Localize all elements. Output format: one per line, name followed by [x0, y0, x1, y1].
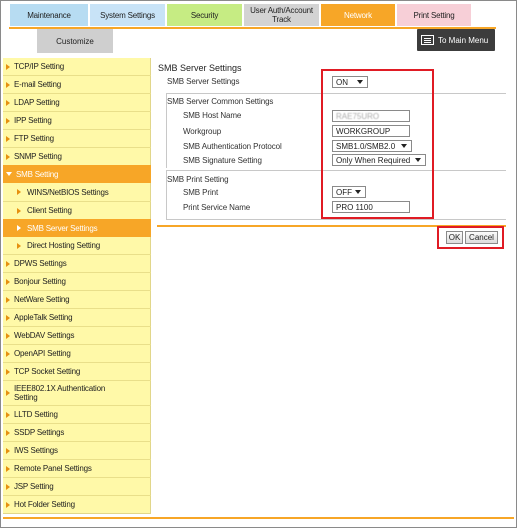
arrow-right-icon	[6, 369, 10, 375]
sidebar-item-webdav[interactable]: WebDAV Settings	[3, 327, 151, 344]
sidebar-item-lltd[interactable]: LLTD Setting	[3, 406, 151, 423]
sidebar-item-netware[interactable]: NetWare Setting	[3, 291, 151, 308]
page-bottom-line	[3, 517, 514, 519]
arrow-right-icon	[6, 82, 10, 88]
sidebar-item-direct-hosting[interactable]: Direct Hosting Setting	[3, 237, 151, 254]
cancel-button[interactable]: Cancel	[465, 231, 498, 244]
arrow-right-icon	[6, 502, 10, 508]
arrow-right-icon	[6, 261, 10, 267]
print-service-name-field[interactable]: PRO 1100	[332, 201, 410, 213]
sidebar-item-ftp[interactable]: FTP Setting	[3, 130, 151, 147]
sidebar-item-email[interactable]: E-mail Setting	[3, 76, 151, 93]
sidebar-item-snmp[interactable]: SNMP Setting	[3, 148, 151, 165]
arrow-right-icon	[6, 448, 10, 454]
arrow-right-icon	[17, 189, 21, 195]
arrow-right-icon	[6, 412, 10, 418]
auth-protocol-select[interactable]: SMB1.0/SMB2.0	[332, 140, 412, 152]
tab-maintenance[interactable]: Maintenance	[9, 3, 89, 27]
tab-network[interactable]: Network	[320, 3, 396, 27]
arrow-right-icon	[6, 315, 10, 321]
arrow-right-icon	[6, 154, 10, 160]
smb-print-label: SMB Print	[183, 188, 219, 197]
page-title: SMB Server Settings	[158, 63, 242, 73]
print-service-name-label: Print Service Name	[183, 203, 251, 212]
auth-protocol-label: SMB Authentication Protocol	[183, 142, 282, 151]
tab-user-auth-account-track[interactable]: User Auth/Account Track	[243, 3, 320, 27]
arrow-right-icon	[17, 243, 21, 249]
sidebar-item-ieee8021x[interactable]: IEEE802.1X Authentication Setting	[3, 381, 151, 405]
arrow-right-icon	[6, 279, 10, 285]
smb-server-settings-label: SMB Server Settings	[167, 77, 240, 86]
tab-print-setting[interactable]: Print Setting	[396, 3, 472, 27]
sidebar-item-smb-server-settings[interactable]: SMB Server Settings	[3, 219, 151, 237]
divider	[166, 219, 506, 220]
sidebar-item-dpws[interactable]: DPWS Settings	[3, 255, 151, 272]
tab-system-settings[interactable]: System Settings	[89, 3, 166, 27]
sidebar-item-tcp-ip[interactable]: TCP/IP Setting	[3, 58, 151, 75]
signature-setting-select[interactable]: Only When Required	[332, 154, 426, 166]
tab-security[interactable]: Security	[166, 3, 243, 27]
arrow-right-icon	[17, 208, 21, 214]
sidebar-item-ipp[interactable]: IPP Setting	[3, 112, 151, 129]
to-main-menu-label: To Main Menu	[438, 35, 489, 45]
host-name-label: SMB Host Name	[183, 111, 242, 120]
customize-button[interactable]: Customize	[37, 29, 113, 53]
arrow-right-icon	[6, 466, 10, 472]
sidebar-item-remote-panel[interactable]: Remote Panel Settings	[3, 460, 151, 477]
common-settings-group-title: SMB Server Common Settings	[167, 97, 274, 106]
arrow-down-icon	[6, 172, 12, 176]
sidebar-item-smb[interactable]: SMB Setting	[3, 165, 151, 183]
arrow-right-icon	[17, 225, 21, 231]
workgroup-field[interactable]: WORKGROUP	[332, 125, 410, 137]
highlight-box-buttons	[437, 226, 504, 249]
arrow-right-icon	[6, 118, 10, 124]
sidebar-item-openapi[interactable]: OpenAPI Setting	[3, 345, 151, 362]
arrow-right-icon	[6, 351, 10, 357]
sidebar	[3, 58, 151, 514]
arrow-right-icon	[6, 333, 10, 339]
sidebar-item-appletalk[interactable]: AppleTalk Setting	[3, 309, 151, 326]
workgroup-label: Workgroup	[183, 127, 222, 136]
arrow-right-icon	[6, 390, 10, 396]
signature-setting-label: SMB Signature Setting	[183, 156, 262, 165]
arrow-right-icon	[6, 297, 10, 303]
host-name-field[interactable]: RAE75URO	[332, 110, 410, 122]
main-menu-icon	[421, 35, 434, 45]
ok-button[interactable]: OK	[446, 231, 463, 244]
top-tab-bar	[9, 3, 496, 27]
sidebar-item-iws[interactable]: IWS Settings	[3, 442, 151, 459]
to-main-menu-button[interactable]	[417, 29, 495, 51]
sidebar-item-ssdp[interactable]: SSDP Settings	[3, 424, 151, 441]
arrow-right-icon	[6, 136, 10, 142]
arrow-right-icon	[6, 64, 10, 70]
print-settings-group-title: SMB Print Setting	[167, 175, 229, 184]
sidebar-item-tcp-socket[interactable]: TCP Socket Setting	[3, 363, 151, 380]
highlight-box-settings	[321, 69, 434, 219]
smb-server-settings-select[interactable]: ON	[332, 76, 368, 88]
smb-print-select[interactable]: OFF	[332, 186, 366, 198]
sidebar-item-wins-netbios[interactable]: WINS/NetBIOS Settings	[3, 183, 151, 201]
sidebar-item-jsp[interactable]: JSP Setting	[3, 478, 151, 495]
arrow-right-icon	[6, 430, 10, 436]
sidebar-item-ldap[interactable]: LDAP Setting	[3, 94, 151, 111]
sidebar-item-bonjour[interactable]: Bonjour Setting	[3, 273, 151, 290]
sidebar-item-hot-folder[interactable]: Hot Folder Setting	[3, 496, 151, 513]
sidebar-item-client-setting[interactable]: Client Setting	[3, 202, 151, 219]
arrow-right-icon	[6, 100, 10, 106]
arrow-right-icon	[6, 484, 10, 490]
